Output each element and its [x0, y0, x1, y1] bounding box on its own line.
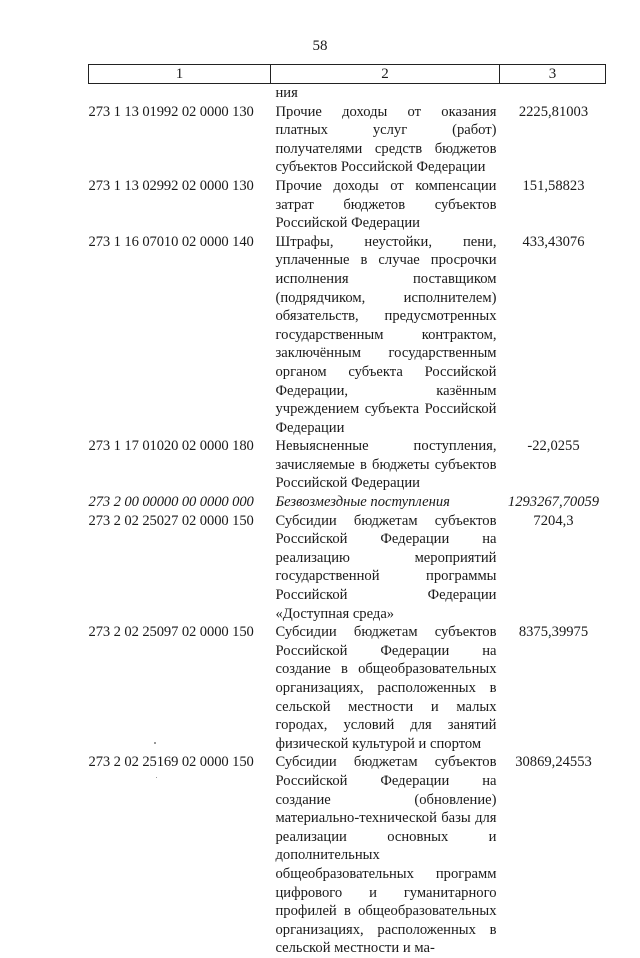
revenue-table: [88, 64, 605, 958]
table-row: [89, 623, 606, 753]
budget-code: 273 2 00 00000 00 0000 000: [88, 494, 254, 511]
budget-code: [89, 84, 271, 103]
table-row: [89, 512, 606, 624]
table-row: [89, 177, 606, 233]
table-header-row: [89, 65, 606, 84]
description: Субсидии бюджетам субъектов Российской Федерации на создание (обновление) материально-технической базы для реализации основных и дополнительных общеобразовательных программ цифрового и гуманитарного профилей в общеобразовательных организациях, расположенных в сельской местности и ма-: [275, 754, 497, 957]
description: Невыясненные поступления, зачисляемые в бюджеты субъектов Российской Федерации: [275, 438, 497, 492]
description: Безвозмездные поступления: [275, 494, 450, 511]
page-number: 58: [312, 38, 328, 54]
budget-code: 273 1 13 01992 02 0000 130: [88, 103, 254, 120]
description: Прочие доходы от оказания платных услуг (работ) получателями средств бюджетов субъектов Российской Федерации: [275, 103, 497, 176]
amount: 30869,24553: [515, 754, 592, 771]
description: ния: [275, 85, 298, 101]
budget-code: 273 1 16 07010 02 0000 140: [88, 233, 254, 250]
amount: -22,0255: [527, 438, 580, 455]
budget-code: 273 2 02 25169 02 0000 150: [88, 754, 254, 771]
column-header-3: 3: [500, 65, 606, 84]
description: Прочие доходы от компенсации затрат бюджетов субъектов Российской Федерации: [275, 177, 497, 232]
scan-speck: [154, 742, 156, 744]
amount: 2225,81003: [518, 103, 589, 120]
table-row-section-total: [89, 493, 606, 512]
table-row: [89, 437, 606, 493]
amount: [500, 84, 606, 103]
budget-code: 273 1 17 01020 02 0000 180: [88, 438, 254, 455]
description: Субсидии бюджетам субъектов Российской Федерации на создание в общеобразовательных организациях, расположенных в сельской местности и малых городах, условий для занятий физической культурой и спортом: [275, 624, 497, 752]
amount: 433,43076: [522, 233, 585, 250]
scan-speck: [156, 777, 157, 778]
column-header-1: 1: [89, 65, 271, 84]
description: Штрафы, неустойки, пени, уплаченные в случае просрочки исполнения поставщиком (подрядчиком, исполнителем) обязательств, предусмотренных государственным контрактом, заключённым государственным органом субъекта Российской Федерации, казённым учреждением субъекта Российской Федерации: [275, 233, 497, 436]
table-row: [89, 233, 606, 438]
budget-code: 273 2 02 25097 02 0000 150: [88, 624, 254, 641]
amount: 151,58823: [522, 177, 585, 194]
amount: 1293267,70059: [507, 494, 600, 511]
amount: 7204,3: [533, 512, 574, 529]
description: Субсидии бюджетам субъектов Российской Федерации на реализацию мероприятий государственной программы Российской Федерации «Доступная среда»: [275, 512, 497, 622]
table-row: [89, 753, 606, 958]
column-header-2: 2: [271, 65, 500, 84]
amount: 8375,39975: [518, 624, 589, 641]
table-row: [89, 84, 606, 103]
budget-code: 273 2 02 25027 02 0000 150: [88, 512, 254, 529]
budget-code: 273 1 13 02992 02 0000 130: [88, 177, 254, 194]
table-row: [89, 103, 606, 177]
